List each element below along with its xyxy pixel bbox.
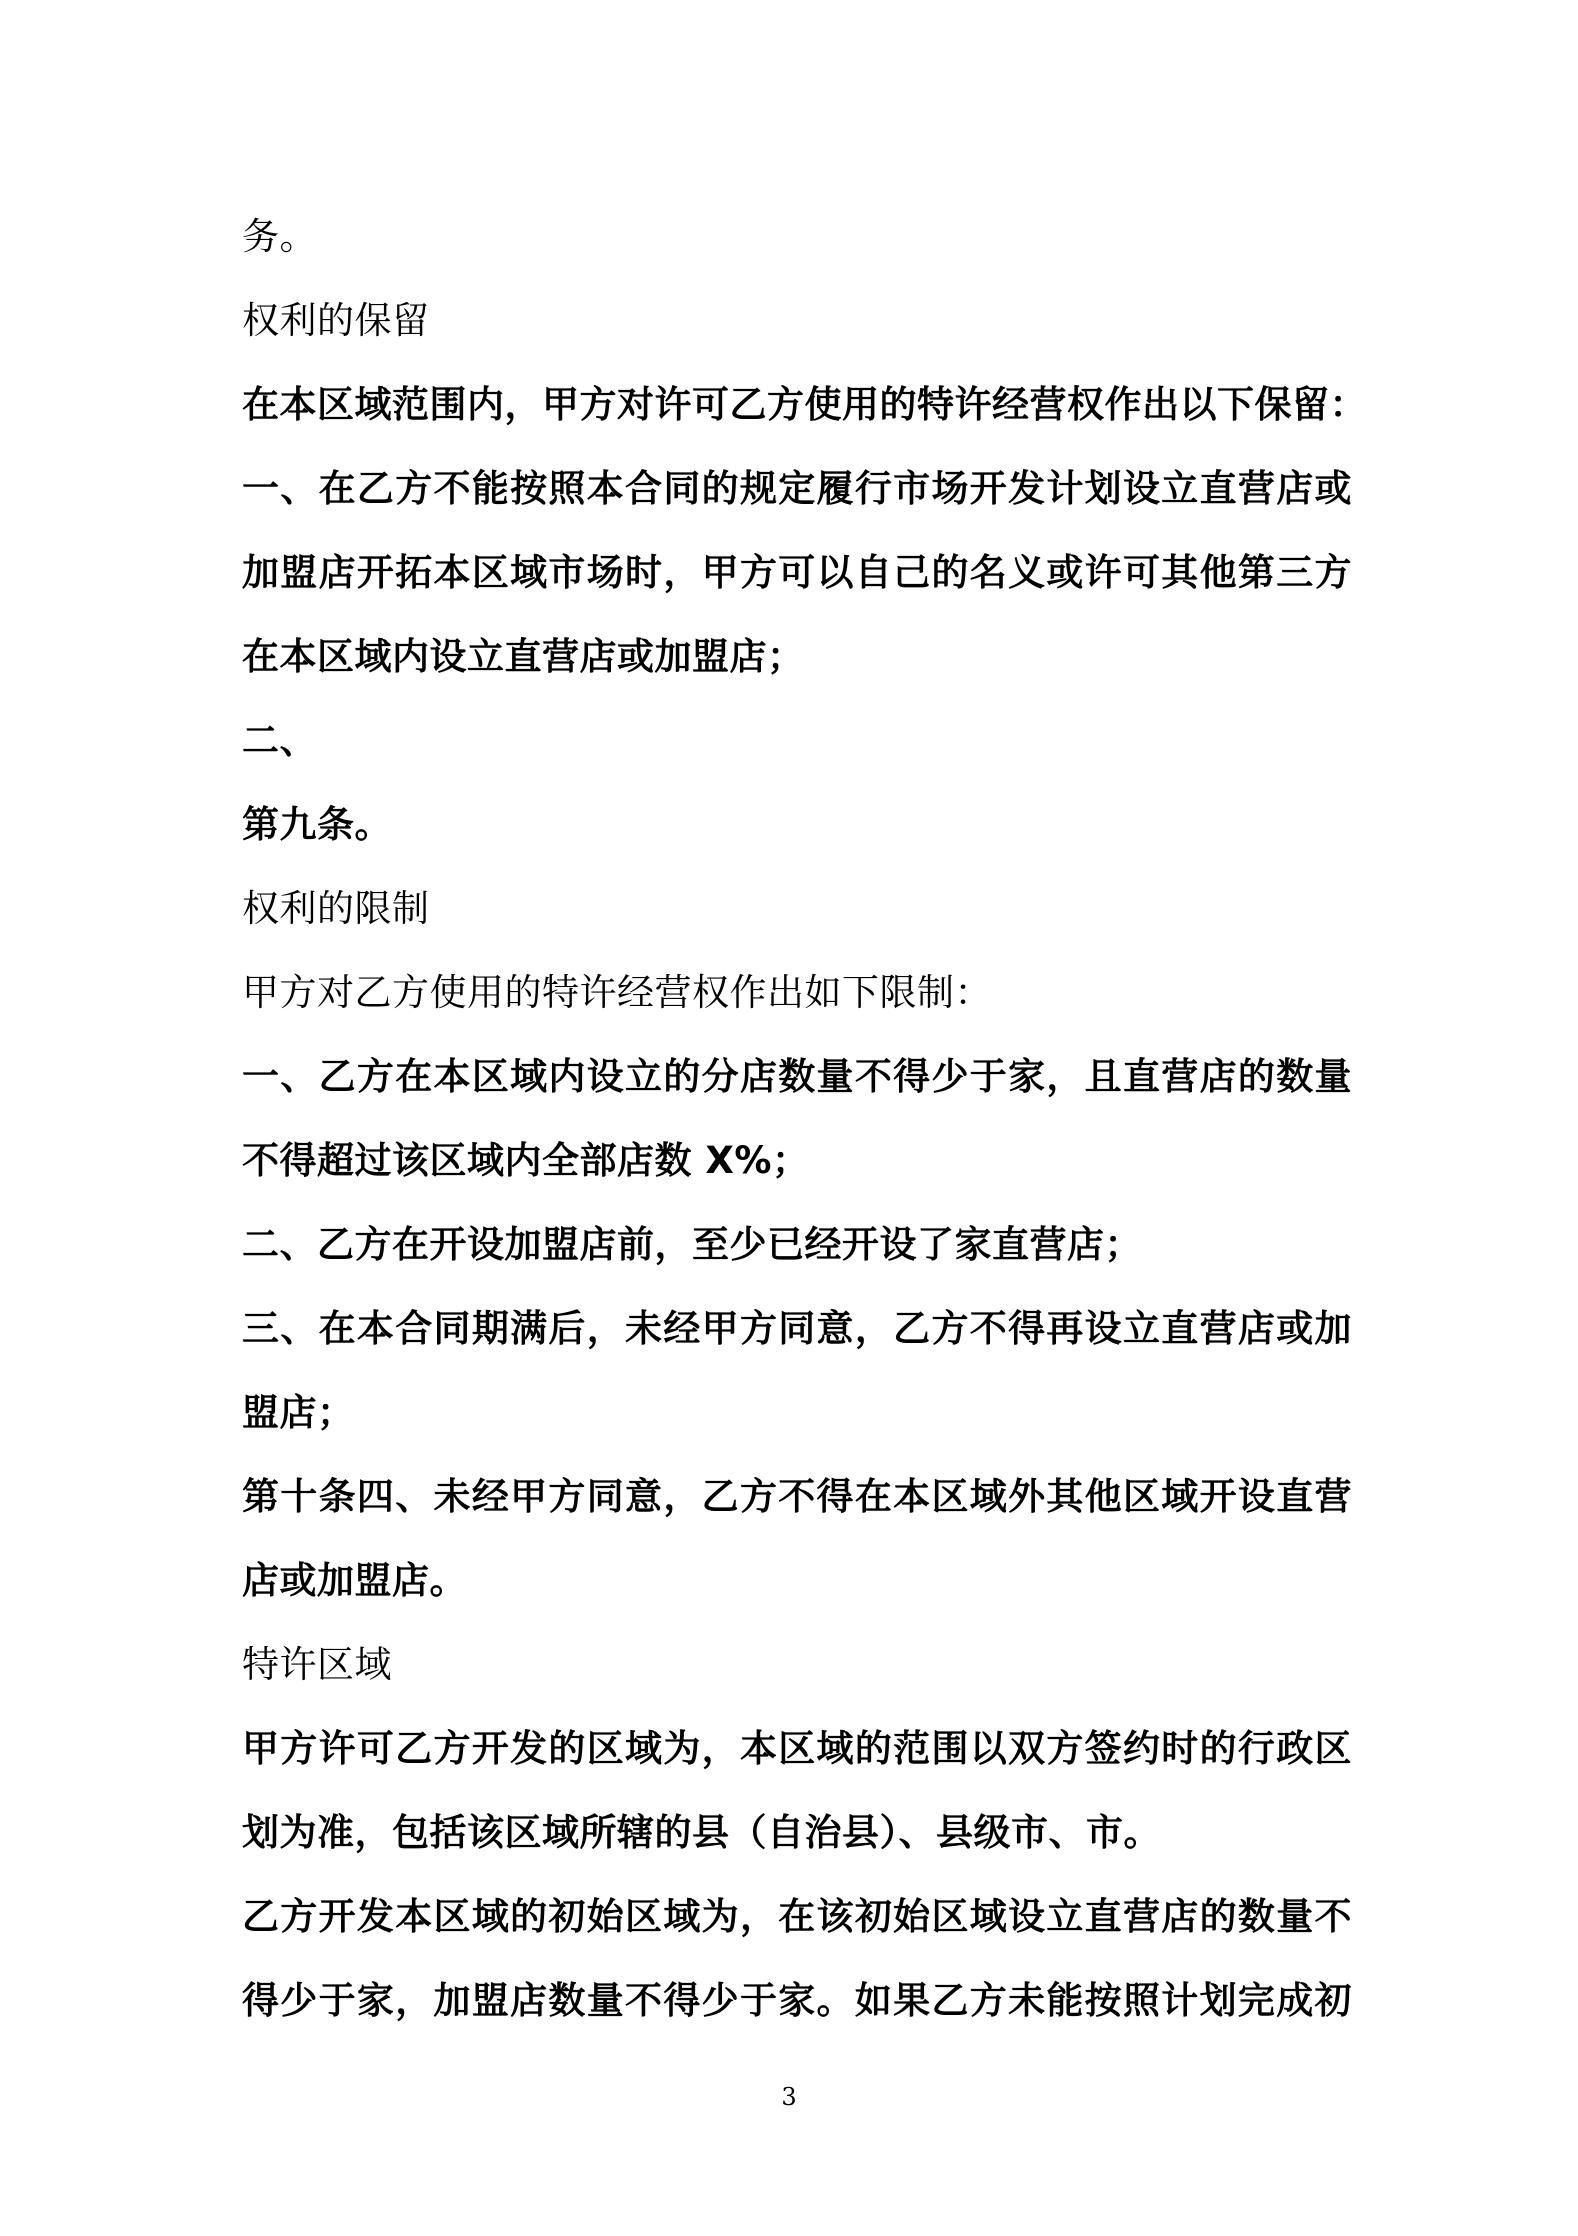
paragraph-line: 二、乙方在开设加盟店前，至少已经开设了家直营店； — [242, 1223, 1142, 1266]
section-heading: 权利的保留 — [242, 299, 430, 342]
document-body — [242, 195, 1367, 2043]
paragraph-line: 一、乙方在本区域内设立的分店数量不得少于家，且直营店的数量 — [242, 1055, 1352, 1098]
paragraph-line: 店或加盟店。 — [242, 1559, 467, 1602]
paragraph-line: 第十条四、未经甲方同意，乙方不得在本区域外其他区域开设直营 — [242, 1475, 1352, 1518]
paragraph-line: 不得超过该区域内全部店数 X%； — [242, 1139, 810, 1182]
paragraph-line: 二、 — [242, 719, 317, 762]
paragraph-line: 在本区域内设立直营店或加盟店； — [242, 635, 805, 678]
section-heading: 权利的限制 — [242, 887, 430, 930]
paragraph-line: 盟店； — [242, 1391, 355, 1434]
paragraph-line: 三、在本合同期满后，未经甲方同意，乙方不得再设立直营店或加 — [242, 1307, 1352, 1350]
paragraph-line: 得少于家，加盟店数量不得少于家。如果乙方未能按照计划完成初 — [242, 1979, 1352, 2022]
paragraph-line: 甲方许可乙方开发的区域为，本区域的范围以双方签约时的行政区 — [242, 1727, 1352, 1770]
paragraph-line: 甲方对乙方使用的特许经营权作出如下限制： — [242, 971, 992, 1014]
paragraph-line: 一、在乙方不能按照本合同的规定履行市场开发计划设立直营店或 — [242, 467, 1352, 510]
section-heading: 特许区域 — [242, 1643, 392, 1686]
paragraph-line: 乙方开发本区域的初始区域为，在该初始区域设立直营店的数量不 — [242, 1895, 1352, 1938]
paragraph-line: 加盟店开拓本区域市场时，甲方可以自己的名义或许可其他第三方 — [242, 551, 1352, 594]
page-number: 3 — [781, 2083, 797, 2111]
paragraph-line: 在本区域范围内，甲方对许可乙方使用的特许经营权作出以下保留： — [242, 383, 1367, 426]
paragraph-line: 划为准，包括该区域所辖的县（自治县）、县级市、市。 — [242, 1811, 1161, 1854]
paragraph-line: 务。 — [242, 215, 317, 258]
article-heading: 第九条。 — [242, 803, 392, 846]
